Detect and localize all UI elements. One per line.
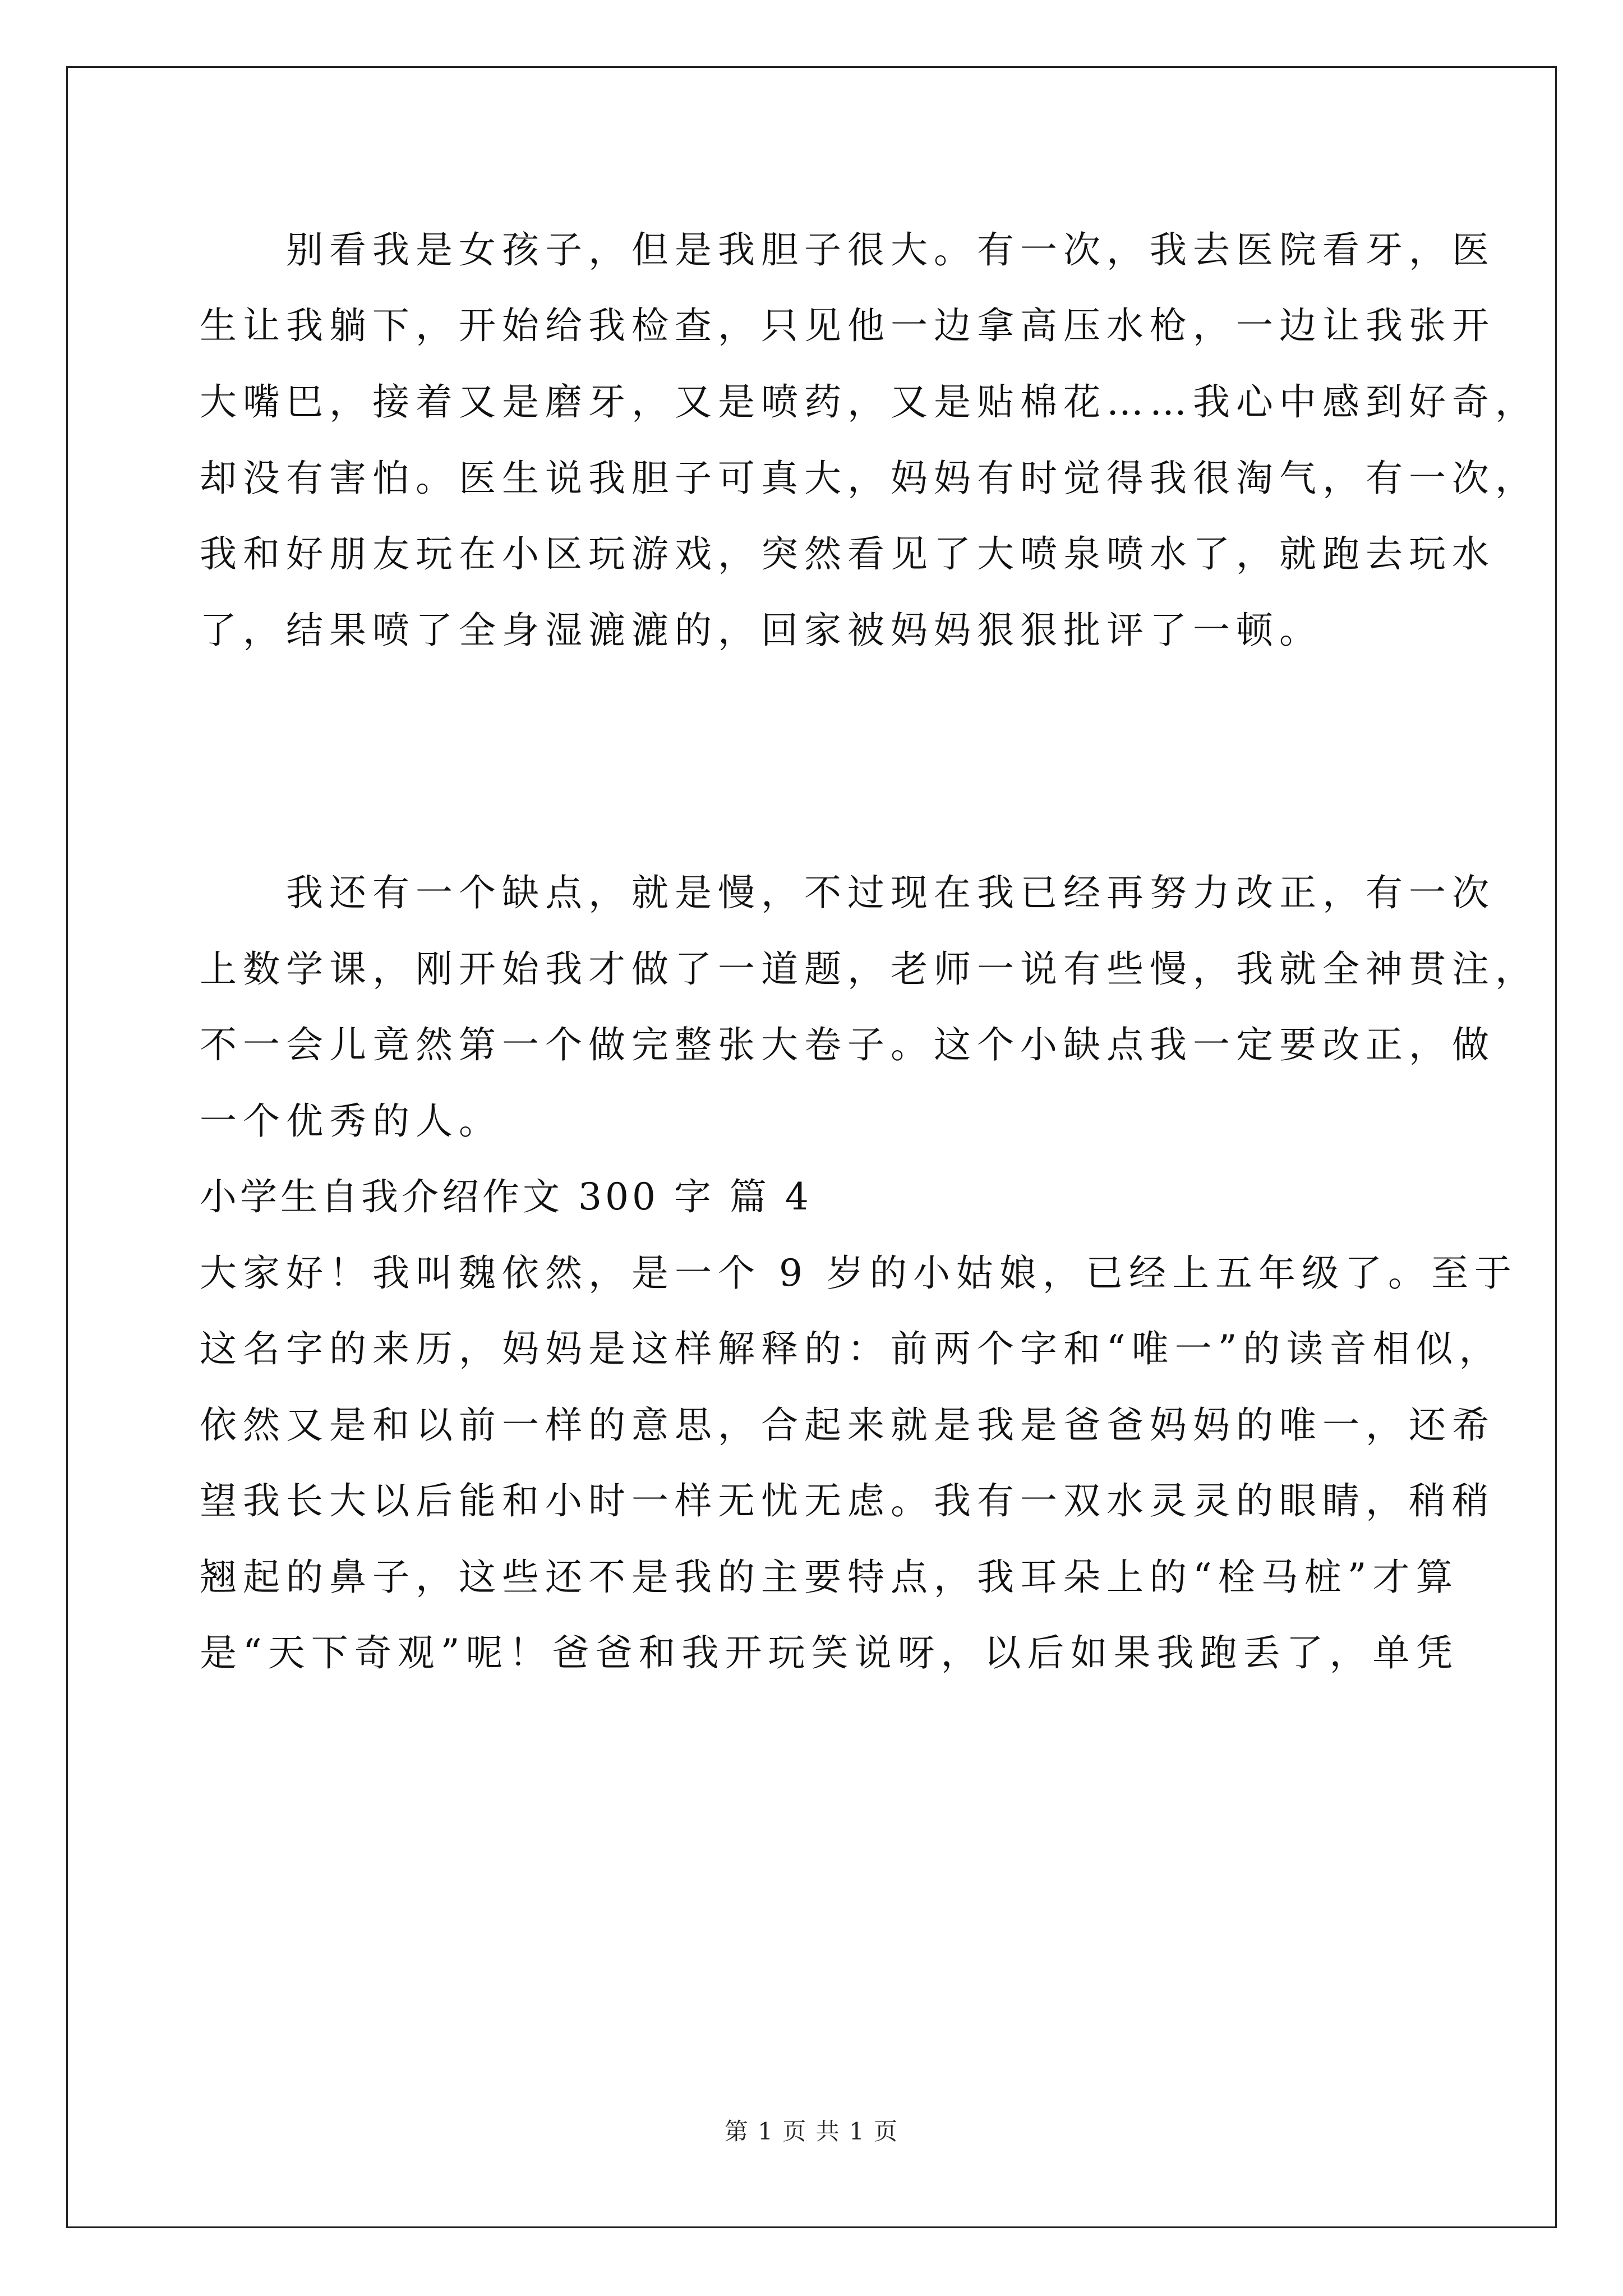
text-line: 上数学课，刚开始我才做了一道题，老师一说有些慢，我就全神贯注， (200, 947, 1538, 991)
text-line: 望我长大以后能和小时一样无忧无虑。我有一双水灵灵的眼睛，稍稍 (200, 1479, 1495, 1522)
text-line: 别看我是女孩子，但是我胆子很大。有一次，我去医院看牙，医 (200, 228, 1495, 272)
text-line: 这名字的来历，妈妈是这样解释的：前两个字和“唯一”的读音相似， (200, 1327, 1502, 1370)
text-line: 了，结果喷了全身湿漉漉的，回家被妈妈狠狠批评了一顿。 (200, 609, 1322, 652)
text-line: 依然又是和以前一样的意思，合起来就是我是爸爸妈妈的唯一，还希 (200, 1404, 1495, 1447)
text-line: 却没有害怕。医生说我胆子可真大，妈妈有时觉得我很淘气，有一次， (200, 457, 1538, 500)
text-line: 大家好！我叫魏依然，是一个 9 岁的小姑娘，已经上五年级了。至于 (200, 1251, 1518, 1295)
section-heading: 小学生自我介绍作文 300 字 篇 4 (200, 1175, 812, 1218)
page-footer: 第 1 页 共 1 页 (724, 2118, 899, 2145)
text-line: 我和好朋友玩在小区玩游戏，突然看见了大喷泉喷水了，就跑去玩水 (200, 532, 1495, 576)
text-line: 大嘴巴，接着又是磨牙，又是喷药，又是贴棉花……我心中感到好奇， (200, 380, 1538, 424)
text-line: 我还有一个缺点，就是慢，不过现在我已经再努力改正，有一次 (200, 871, 1495, 914)
text-line: 不一会儿竟然第一个做完整张大卷子。这个小缺点我一定要改正，做 (200, 1023, 1495, 1066)
text-line: 一个优秀的人。 (200, 1099, 502, 1143)
text-line: 生让我躺下，开始给我检查，只见他一边拿高压水枪，一边让我张开 (200, 304, 1495, 347)
text-line: 翘起的鼻子，这些还不是我的主要特点，我耳朵上的“栓马桩”才算 (200, 1556, 1459, 1599)
text-line: 是“天下奇观”呢！爸爸和我开玩笑说呀，以后如果我跑丢了，单凭 (200, 1631, 1459, 1674)
